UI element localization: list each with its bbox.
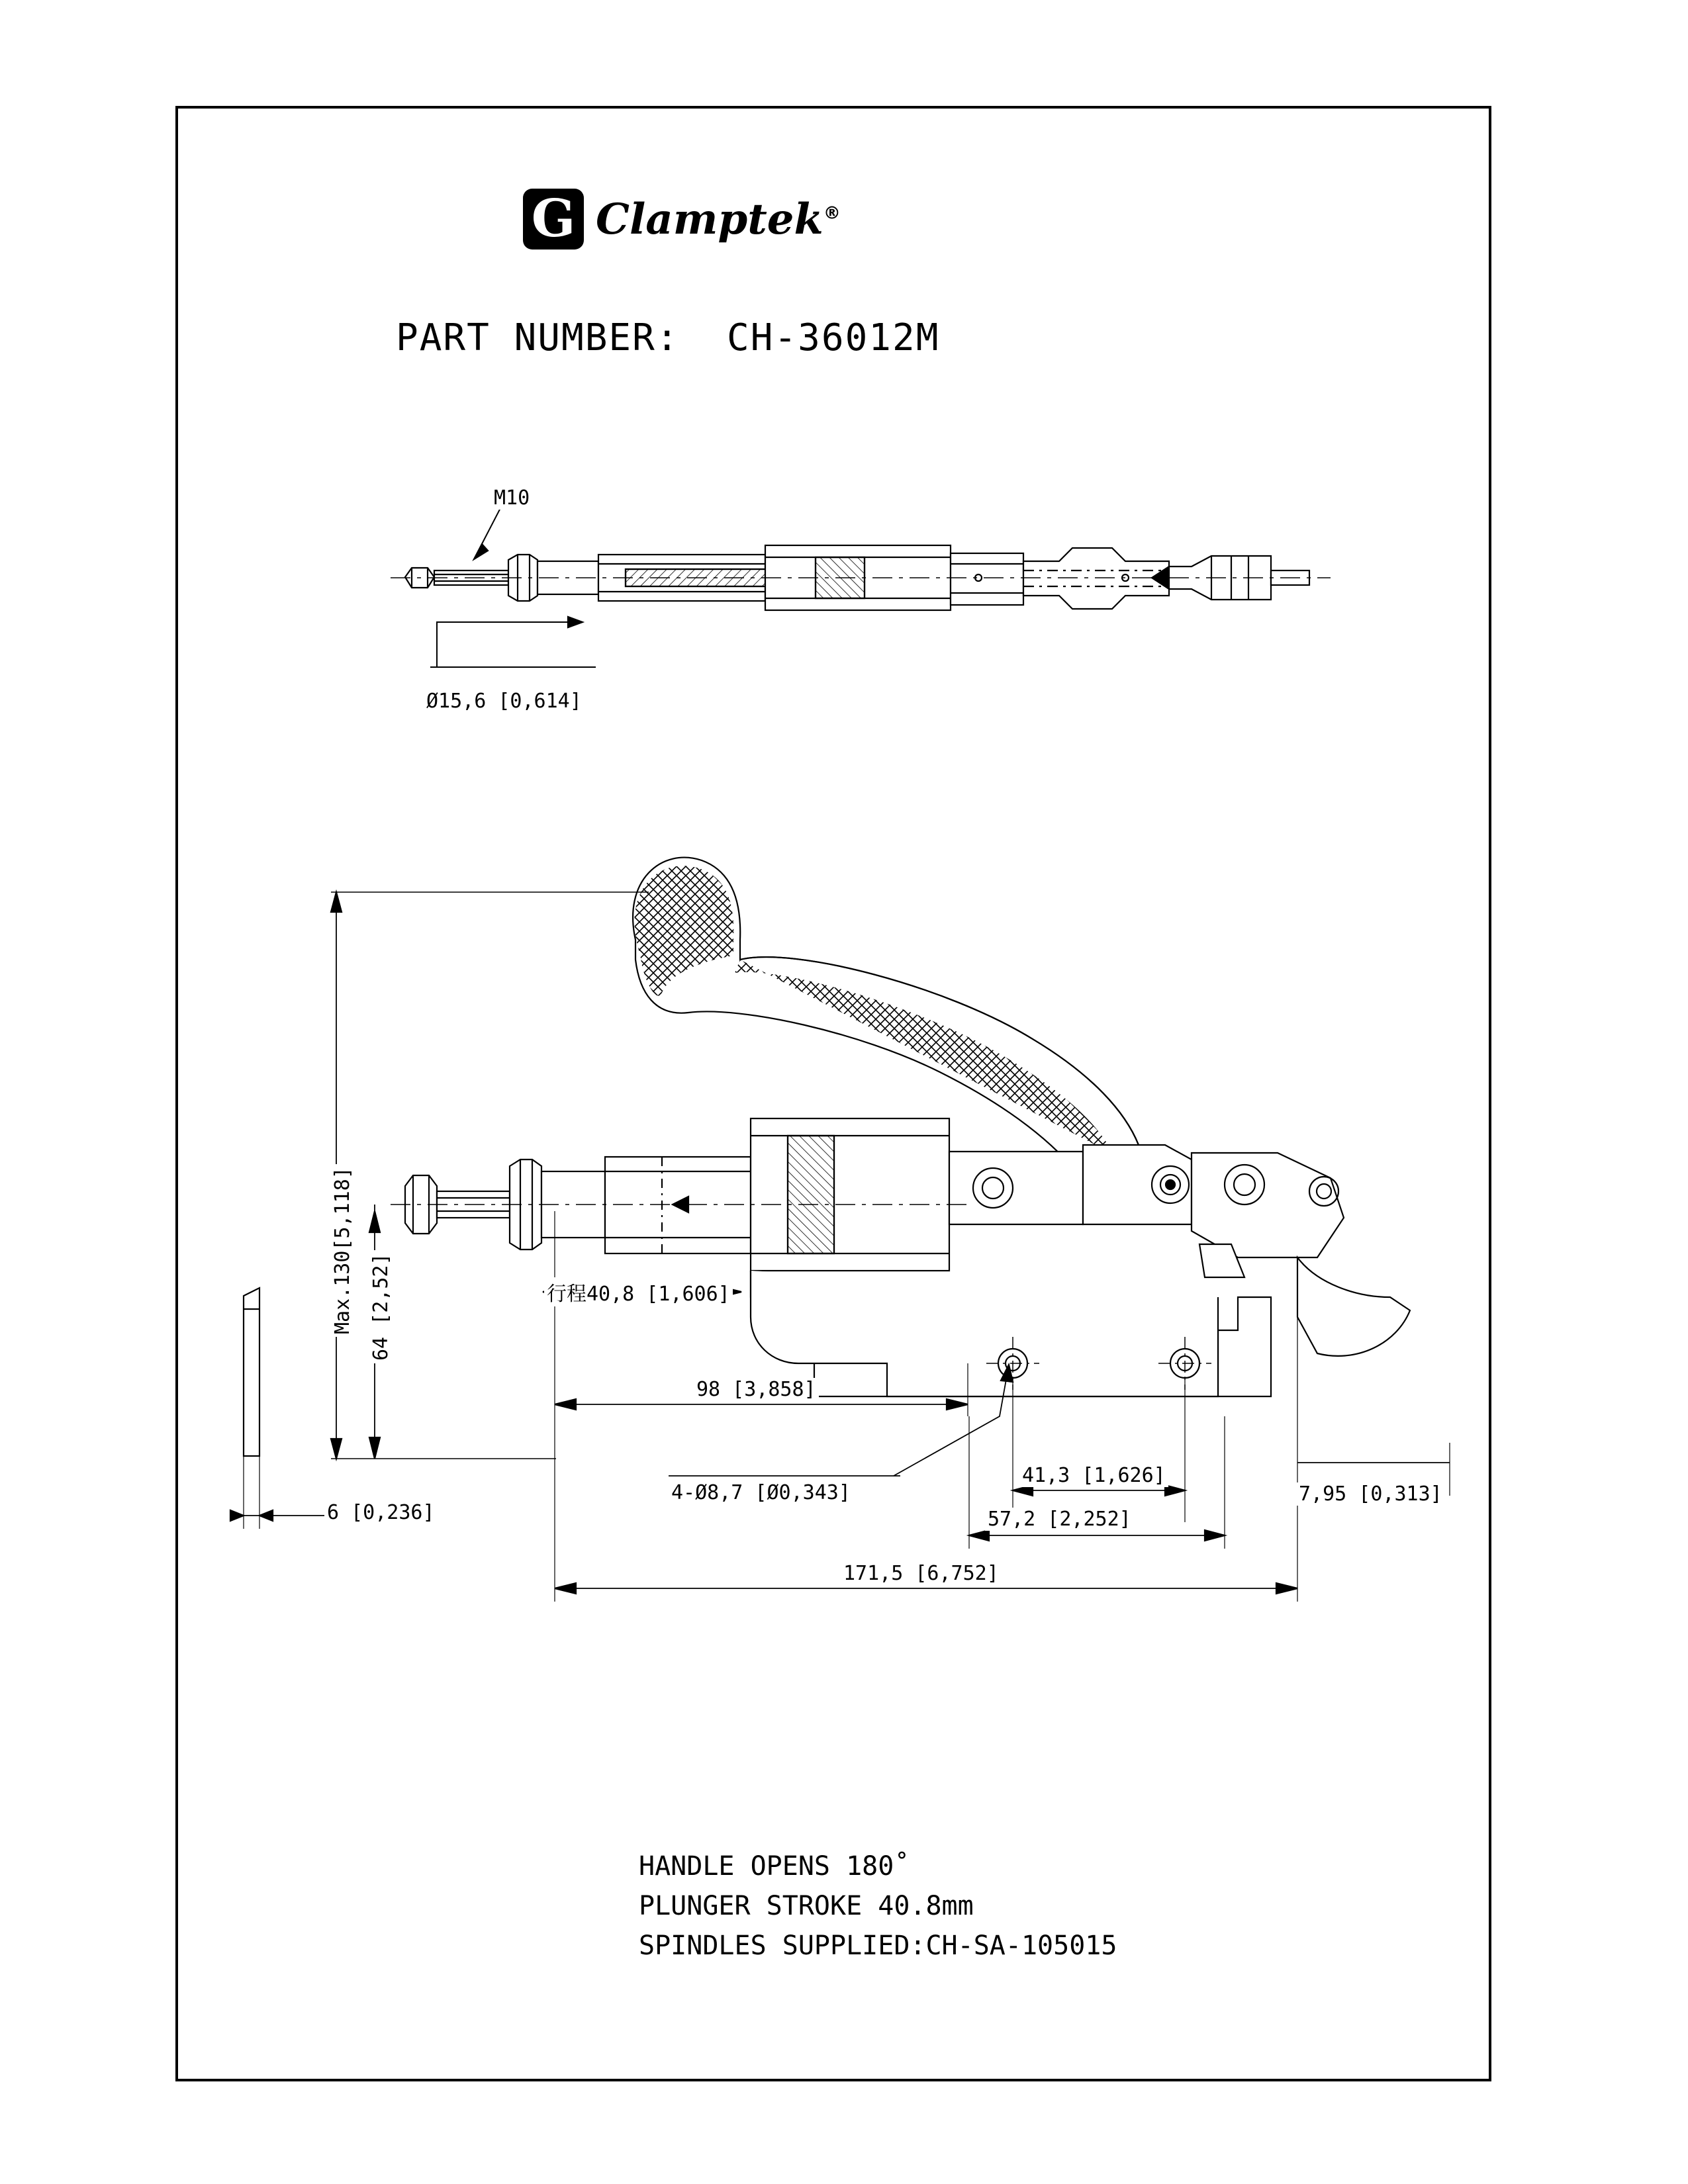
dim-max-height: Max.130[5,118] <box>331 1164 354 1337</box>
note-handle-opens: HANDLE OPENS 180˚ <box>639 1851 910 1882</box>
dim-thread-m10: M10 <box>491 486 532 510</box>
notes-block <box>639 1846 1117 1966</box>
dim-height-64: 64 [2,52] <box>369 1250 393 1363</box>
logo-letter: G <box>531 189 576 249</box>
side-view-assembly <box>391 858 1410 1396</box>
part-number-label: PART NUMBER: <box>396 316 680 359</box>
registered-mark: ® <box>823 203 841 224</box>
dim-overall-length: 171,5 [6,752] <box>841 1562 1002 1585</box>
note-plunger-stroke: PLUNGER STROKE 40.8mm <box>639 1891 974 1921</box>
part-number-value: CH-36012M <box>727 316 940 359</box>
dim-plunger-stroke: 行程40,8 [1,606] <box>544 1277 733 1306</box>
brand-name-text: Clamptek <box>596 194 823 244</box>
dim-plunger-diameter: Ø15,6 [0,614] <box>424 690 585 713</box>
note-spindles-supplied: SPINDLES SUPPLIED:CH-SA-105015 <box>639 1931 1117 1961</box>
dim-hole-pitch-57: 57,2 [2,252] <box>985 1508 1134 1531</box>
dim-hole-pitch-41: 41,3 [1,626] <box>1019 1464 1168 1487</box>
dim-hole-spec: 4-Ø8,7 [Ø0,343] <box>669 1481 853 1504</box>
dim-length-98: 98 [3,858] <box>694 1378 819 1401</box>
plate-section-view <box>244 1288 259 1456</box>
top-view-assembly <box>391 545 1331 610</box>
dim-plate-thickness: 6 [0,236] <box>324 1501 438 1524</box>
dim-edge-distance: 7,95 [0,313] <box>1296 1482 1445 1506</box>
